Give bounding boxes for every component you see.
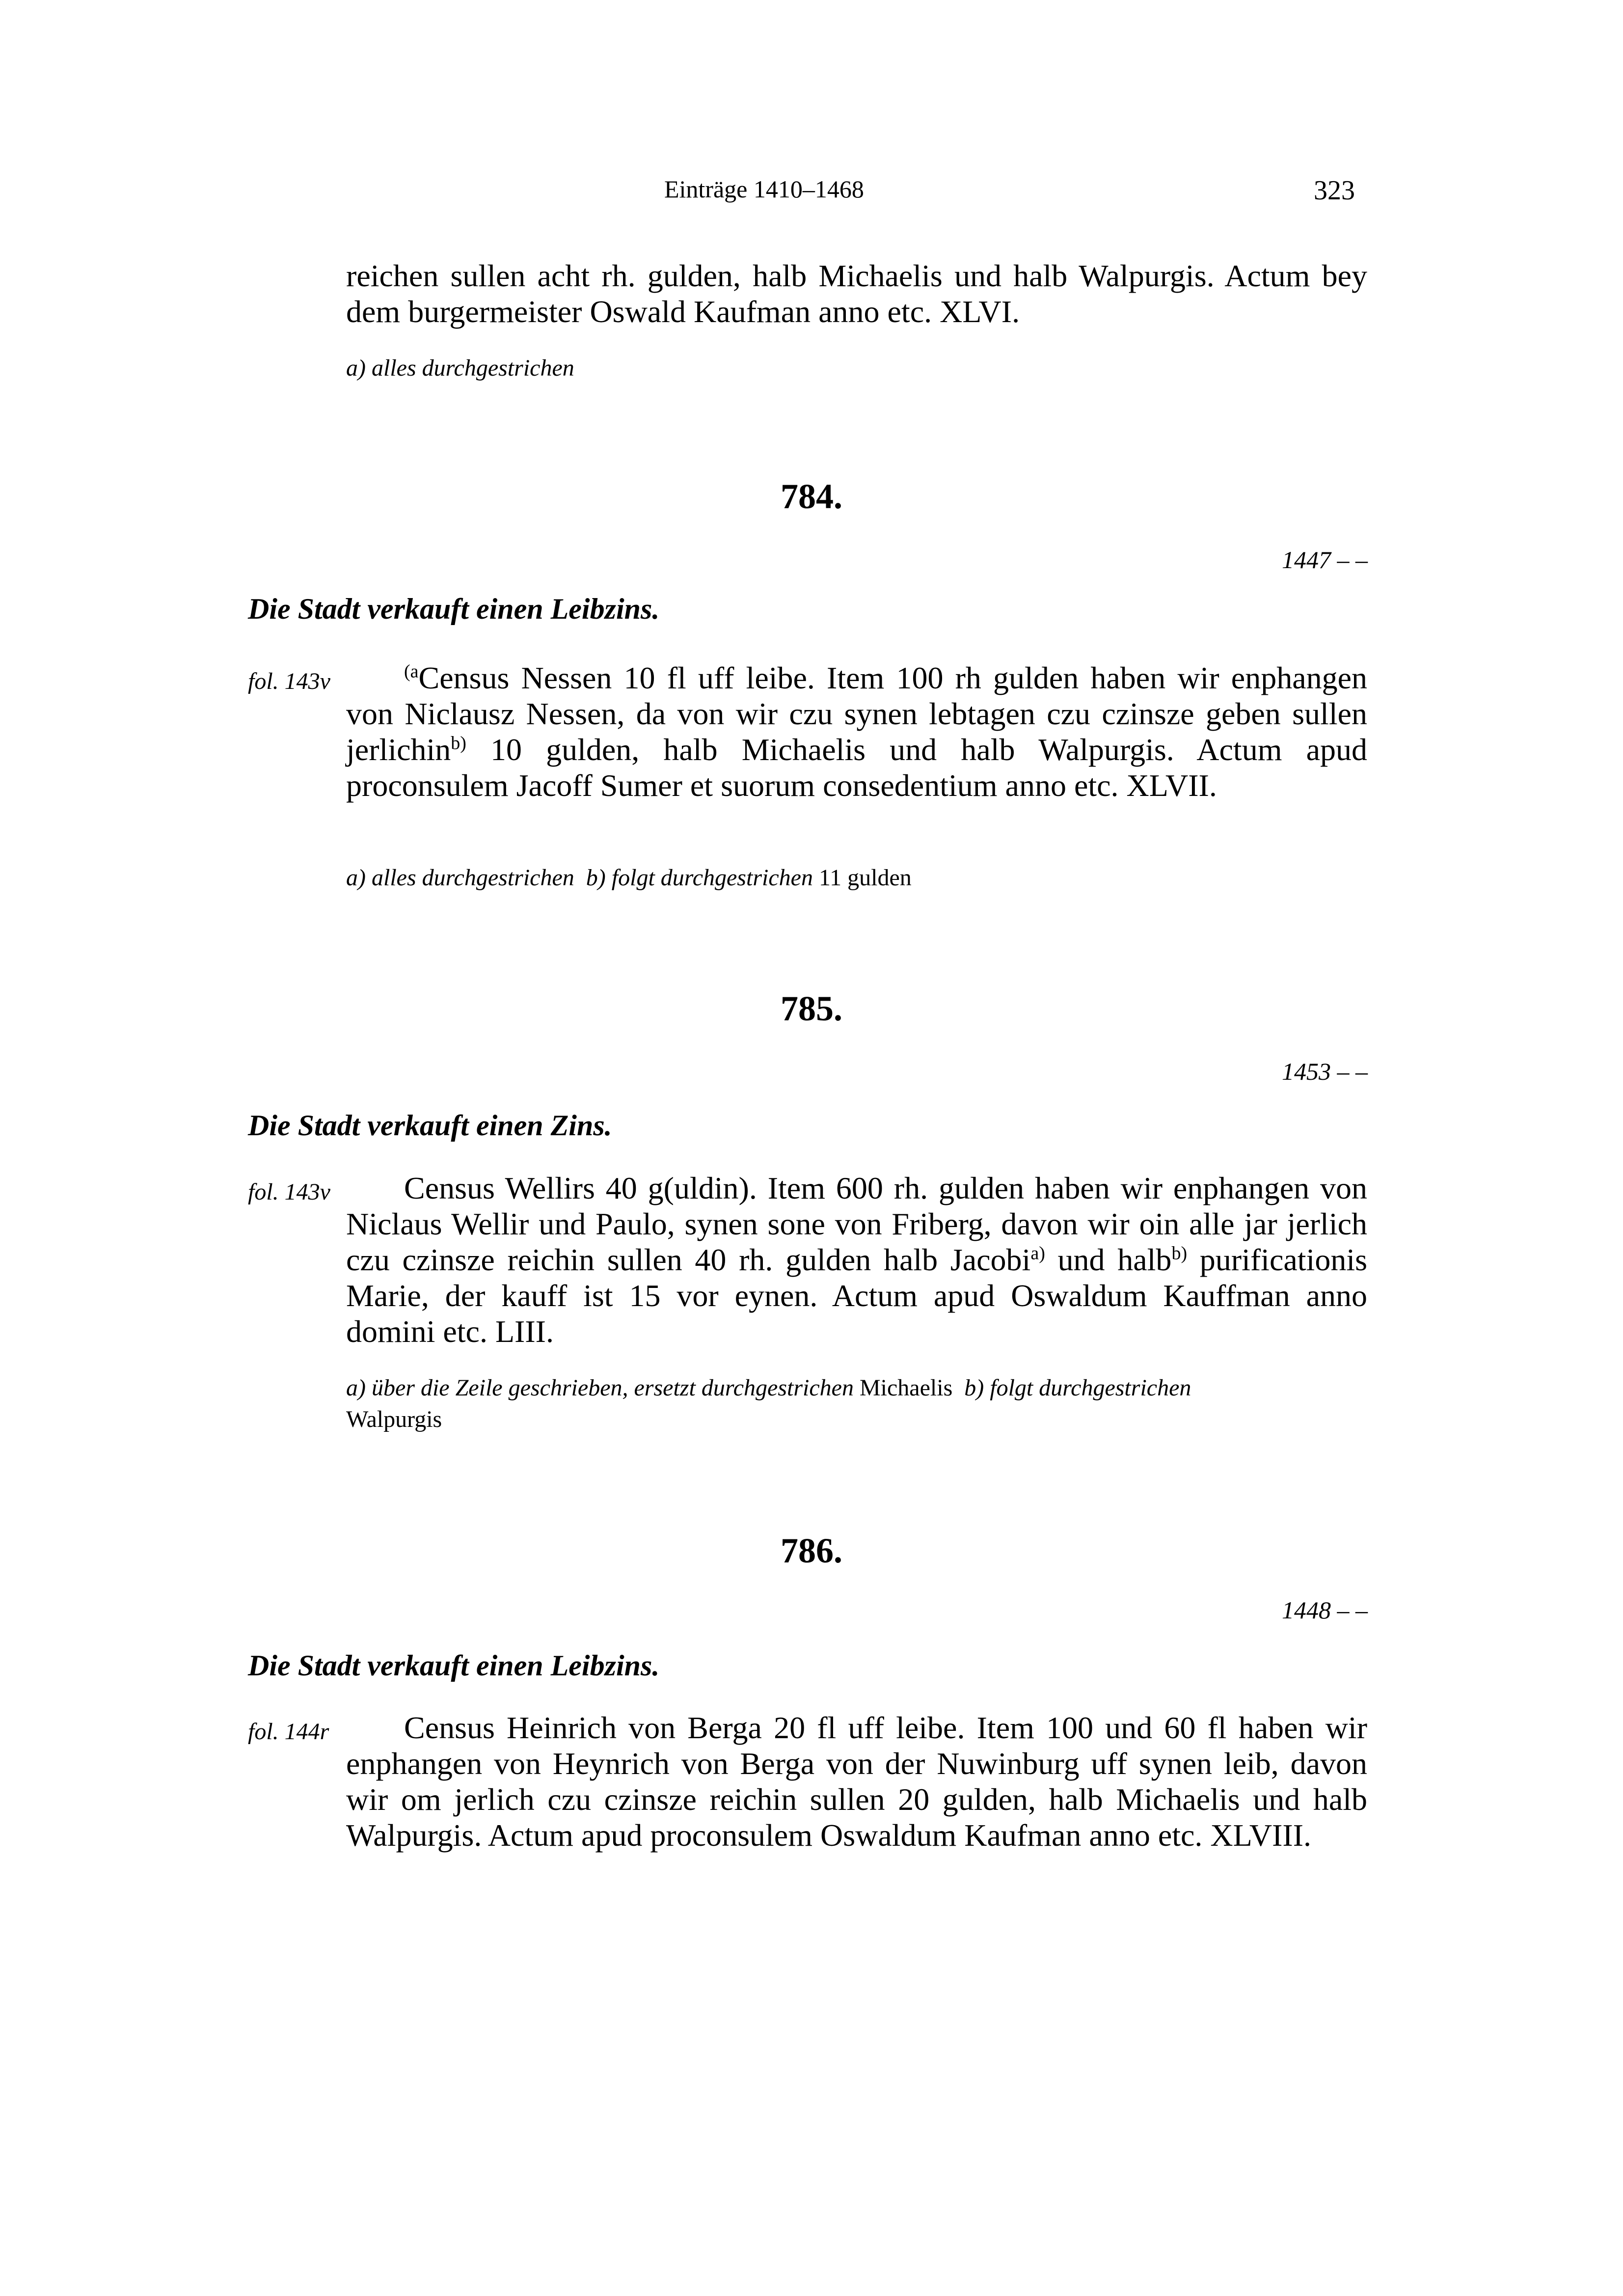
folio-785: fol. 143v (248, 1179, 330, 1205)
folio-786: fol. 144r (248, 1719, 329, 1745)
entry-text-785 (346, 1170, 1367, 1349)
entry-text-786 (346, 1710, 1367, 1853)
page-number: 323 (1314, 175, 1355, 206)
entry-number-785: 785. (781, 989, 842, 1028)
entry-title-786: Die Stadt verkauft einen Leibzins. (248, 1649, 660, 1682)
footnote-785-a-text: Michaelis (853, 1375, 953, 1401)
footnote-marker-b: b) (451, 733, 466, 754)
footnote-785-b-text: Walpurgis (346, 1406, 442, 1432)
folio-784: fol. 143v (248, 668, 330, 694)
entry-text-784 (346, 660, 1367, 803)
footnote-marker-a: a) (1030, 1243, 1045, 1264)
entry-title-785: Die Stadt verkauft einen Zins. (248, 1109, 612, 1142)
entry-date-784: 1447 – – (1282, 546, 1368, 574)
entry-text-786-body: Census Heinrich von Berga 20 fl uff leibe. Item 100 und 60 fl haben wir enphangen von Heynrich von Berga von der Nuwinburg uff synen leib, davon wir om jerlich czu czinsze reichin sullen 20 gulden, halb Michaelis und halb Walpurgis. Actum apud proconsulem Oswaldum Kaufman anno etc. XLVIII. (346, 1710, 1367, 1853)
entry-paragraph-785 (346, 1170, 1367, 1349)
footnote-784-b-text: 11 gulden (812, 865, 912, 891)
entry-paragraph-784 (346, 660, 1367, 803)
entry-date-786: 1448 – – (1282, 1596, 1368, 1624)
continuation-footnote-text: a) alles durchgestrichen (346, 355, 574, 381)
entry-text-785-part2: und halb (1045, 1242, 1172, 1277)
continuation-text: reichen sullen acht rh. gulden, halb Michaelis und halb Walpurgis. Actum bey dem burgermeister Oswald Kaufman anno etc. XLVI. (346, 258, 1367, 329)
footnote-784-a: a) alles durchgestrichen (346, 865, 574, 891)
entry-number-786: 786. (781, 1531, 842, 1570)
entry-number-784: 784. (781, 477, 842, 516)
footnote-785-b-label: b) folgt durchgestrichen (964, 1375, 1191, 1401)
footnote-785-a-label: a) über die Zeile geschrieben, ersetzt durchgestrichen (346, 1375, 854, 1401)
entry-title-784: Die Stadt verkauft einen Leibzins. (248, 593, 660, 625)
entry-text-784-part1: Census Nessen 10 fl uff leibe. Item 100 rh gulden haben wir enphangen von Niclausz Nessen, da von wir czu synen lebtagen czu czinsze geben sullen jerlichin (346, 660, 1367, 767)
continuation-footnote (346, 353, 1367, 384)
footnotes-784 (346, 862, 1367, 894)
continuation-paragraph (346, 258, 1367, 329)
footnote-784-b-label: b) folgt durchgestrichen (586, 865, 813, 891)
footnotes-785 (346, 1372, 1367, 1435)
entry-date-785: 1453 – – (1282, 1058, 1368, 1085)
footnote-marker-open: (a (404, 661, 419, 682)
running-header-title: Einträge 1410–1468 (664, 175, 864, 203)
entry-text-785-part3: purificationis Marie, der kauff ist 15 vor eynen. Actum apud Oswaldum Kauffman anno domini etc. LIII. (346, 1242, 1368, 1349)
footnote-marker-b: b) (1171, 1243, 1188, 1264)
entry-text-785-part1: Census Wellirs 40 g(uldin). Item 600 rh. gulden haben wir enphangen von Niclaus Wellir und Paulo, synen sone von Friberg, davon wir oin alle jar jerlich czu czinsze reichin sullen 40 rh. gulden halb Jacobi (346, 1171, 1367, 1277)
entry-text-784-part2: 10 gulden, halb Michaelis und halb Walpurgis. Actum apud proconsulem Jacoff Sumer et suorum consedentium anno etc. XLVII. (346, 732, 1367, 803)
entry-paragraph-786 (346, 1710, 1367, 1853)
